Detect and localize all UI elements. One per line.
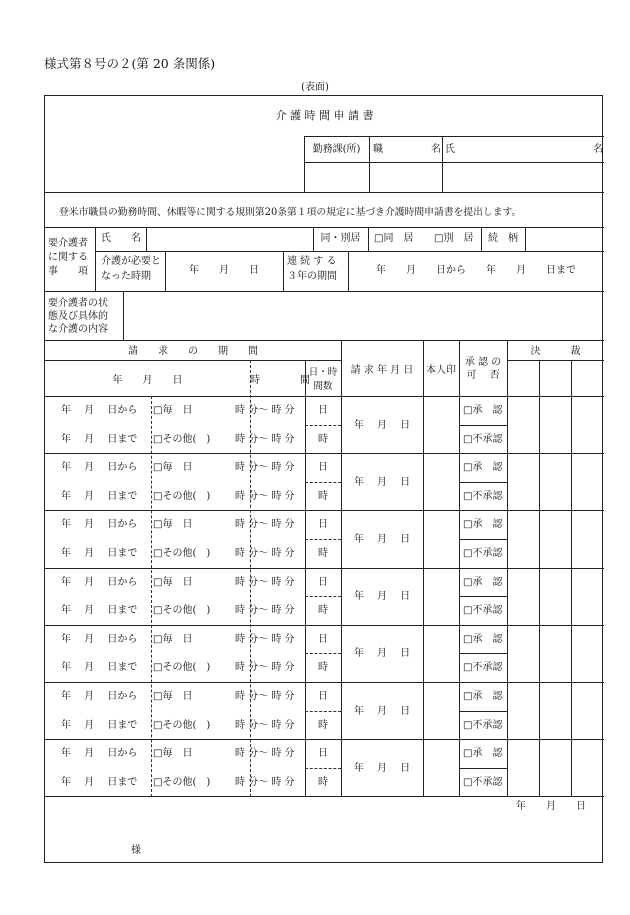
row-approval-split bbox=[459, 539, 507, 540]
row-from-date[interactable]: 年 月 日から bbox=[61, 405, 138, 416]
row-every-day-checkbox[interactable]: □毎 日 bbox=[153, 633, 193, 645]
row-every-day-checkbox[interactable]: □毎 日 bbox=[153, 691, 193, 702]
row-hours-unit: 時 bbox=[318, 776, 328, 788]
row-from-date[interactable]: 年 月 日から bbox=[61, 519, 138, 531]
days-hours-header-1: 日・時 bbox=[308, 367, 338, 378]
row-bottom-line bbox=[45, 568, 604, 569]
same-residence-checkbox[interactable]: □同 居 bbox=[374, 233, 414, 244]
side-label: (表面) bbox=[301, 82, 329, 93]
row-seal-cell[interactable] bbox=[424, 683, 458, 738]
row-hours-unit: 時 bbox=[318, 662, 328, 674]
row-approval-split bbox=[459, 482, 507, 483]
care-name-label: 氏 名 bbox=[101, 233, 141, 244]
row-time-range-1[interactable]: 時 分～ 時 分 bbox=[235, 691, 295, 702]
addressee-sama: 様 bbox=[131, 845, 141, 856]
row-other-checkbox[interactable]: □その他( ) bbox=[153, 605, 211, 617]
row-reject-checkbox[interactable]: □不承認 bbox=[463, 662, 503, 674]
row-hours-unit: 時 bbox=[318, 719, 328, 731]
row-days-split bbox=[305, 768, 341, 769]
row-days-unit: 日 bbox=[318, 519, 328, 531]
row-seal-cell[interactable] bbox=[424, 511, 458, 566]
care-line-c bbox=[368, 227, 369, 251]
row-from-date[interactable]: 年 月 日から bbox=[61, 748, 138, 760]
row-hours-unit: 時 bbox=[318, 605, 328, 617]
request-period-header: 請 求 の 期 間 bbox=[128, 346, 258, 357]
row-time-range-2[interactable]: 時 分～ 時 分 bbox=[235, 548, 295, 559]
row-approve-checkbox[interactable]: □承 認 bbox=[463, 519, 503, 531]
row-bottom-line bbox=[45, 739, 604, 740]
row-time-range-1[interactable]: 時 分～ 時 分 bbox=[235, 462, 295, 474]
row-approval-split bbox=[459, 653, 507, 654]
title-label-2: 名 bbox=[431, 144, 441, 155]
row-from-date[interactable]: 年 月 日から bbox=[61, 576, 138, 588]
table-top-line bbox=[45, 340, 604, 341]
row-to-date[interactable]: 年 月 日まで bbox=[61, 433, 138, 445]
row-from-date[interactable]: 年 月 日から bbox=[61, 462, 138, 474]
row-other-checkbox[interactable]: □その他( ) bbox=[153, 776, 211, 788]
row-days-split bbox=[305, 482, 341, 483]
row-every-day-checkbox[interactable]: □毎 日 bbox=[153, 519, 193, 531]
row-days-split bbox=[305, 596, 341, 597]
decision-header: 決 裁 bbox=[530, 346, 581, 357]
row-other-checkbox[interactable]: □その他( ) bbox=[153, 662, 211, 674]
row-from-date[interactable]: 年 月 日から bbox=[61, 633, 138, 645]
row-to-date[interactable]: 年 月 日まで bbox=[61, 605, 138, 617]
needed-label-1: 介護が必要と bbox=[101, 256, 161, 267]
row-approve-checkbox[interactable]: □承 認 bbox=[463, 748, 503, 760]
care-name-input[interactable] bbox=[147, 228, 312, 250]
period-label-1: 連 続 す る bbox=[287, 256, 337, 267]
row-days-unit: 日 bbox=[318, 405, 328, 416]
row-time-range-2[interactable]: 時 分～ 時 分 bbox=[235, 433, 295, 445]
row-approval-split bbox=[459, 711, 507, 712]
row-to-date[interactable]: 年 月 日まで bbox=[61, 548, 138, 559]
row-time-range-2[interactable]: 時 分～ 時 分 bbox=[235, 662, 295, 674]
header-bottom-line bbox=[45, 396, 604, 397]
row-approve-checkbox[interactable]: □承 認 bbox=[463, 633, 503, 645]
row-approve-checkbox[interactable]: □承 認 bbox=[463, 576, 503, 588]
care-line-g bbox=[283, 251, 284, 291]
cohabit-label: 同・別居 bbox=[320, 233, 361, 244]
row-time-range-2[interactable]: 時 分～ 時 分 bbox=[235, 490, 295, 502]
needed-label-2: なった時期 bbox=[101, 271, 151, 282]
row-time-range-1[interactable]: 時 分～ 時 分 bbox=[235, 748, 295, 760]
row-other-checkbox[interactable]: □その他( ) bbox=[153, 490, 211, 502]
row-hours-unit: 時 bbox=[318, 433, 328, 445]
row-time-range-1[interactable]: 時 分～ 時 分 bbox=[235, 405, 295, 416]
statement-top-line bbox=[45, 192, 604, 193]
row-seal-cell[interactable] bbox=[424, 626, 458, 681]
row-days-unit: 日 bbox=[318, 691, 328, 702]
row-reject-checkbox[interactable]: □不承認 bbox=[463, 490, 503, 502]
row-bottom-line bbox=[45, 453, 604, 454]
row-request-date[interactable]: 年 月 日 bbox=[353, 648, 411, 660]
row-time-range-2[interactable]: 時 分～ 時 分 bbox=[235, 719, 295, 731]
row-days-split bbox=[305, 539, 341, 540]
row-approve-checkbox[interactable]: □承 認 bbox=[463, 691, 503, 702]
row-other-checkbox[interactable]: □その他( ) bbox=[153, 548, 211, 559]
row-seal-cell[interactable] bbox=[424, 397, 458, 452]
col-line-decision-2 bbox=[571, 360, 572, 797]
applicant-top-line bbox=[304, 136, 604, 137]
care-label-divider bbox=[95, 227, 96, 291]
days-hours-header-2: 間数 bbox=[313, 381, 333, 392]
row-reject-checkbox[interactable]: □不承認 bbox=[463, 548, 503, 559]
care-section-label-2: に関する bbox=[48, 252, 88, 263]
row-days-split bbox=[305, 653, 341, 654]
row-bottom-line bbox=[45, 625, 604, 626]
dept-label: 勤務課(所) bbox=[312, 144, 361, 155]
separate-residence-checkbox[interactable]: □別 居 bbox=[434, 233, 474, 244]
row-reject-checkbox[interactable]: □不承認 bbox=[463, 776, 503, 788]
condition-label-2: 態及び具体的 bbox=[48, 311, 108, 322]
dept-input[interactable] bbox=[305, 163, 368, 191]
care-section-label-1: 要介護者 bbox=[48, 238, 88, 249]
title-label-1: 職 bbox=[373, 144, 383, 155]
period-value[interactable]: 年 月 日から 年 月 日まで bbox=[376, 265, 576, 276]
row-reject-checkbox[interactable]: □不承認 bbox=[463, 719, 503, 731]
row-approval-split bbox=[459, 596, 507, 597]
row-bottom-line bbox=[45, 682, 604, 683]
row-other-checkbox[interactable]: □その他( ) bbox=[153, 719, 211, 731]
row-to-date[interactable]: 年 月 日まで bbox=[61, 662, 138, 674]
row-time-range-1[interactable]: 時 分～ 時 分 bbox=[235, 633, 295, 645]
name-label-1: 氏 bbox=[445, 144, 455, 155]
row-days-unit: 日 bbox=[318, 633, 328, 645]
row-seal-cell[interactable] bbox=[424, 454, 458, 509]
condition-label-1: 要介護者の状 bbox=[48, 298, 108, 309]
time-header: 時 間 bbox=[250, 375, 310, 386]
row-bottom-line bbox=[45, 510, 604, 511]
condition-label-3: な介護の内容 bbox=[48, 324, 108, 335]
statement-text: 登米市職員の勤務時間、休暇等に関する規則第20条第１項の規定に基づき介護時間申請書を提出します。 bbox=[59, 207, 522, 218]
row-approval-split bbox=[459, 768, 507, 769]
approval-header-1: 承 認 の bbox=[464, 357, 502, 368]
row-approval-split bbox=[459, 425, 507, 426]
relation-label: 続 柄 bbox=[488, 233, 518, 244]
row-hours-unit: 時 bbox=[318, 548, 328, 559]
relation-input[interactable] bbox=[526, 228, 603, 250]
date-header: 年 月 日 bbox=[112, 375, 183, 386]
row-reject-checkbox[interactable]: □不承認 bbox=[463, 433, 503, 445]
decision-sub-line bbox=[507, 360, 604, 361]
row-to-date[interactable]: 年 月 日まで bbox=[61, 776, 138, 788]
application-form bbox=[44, 95, 603, 863]
row-every-day-checkbox[interactable]: □毎 日 bbox=[153, 405, 193, 416]
row-hours-unit: 時 bbox=[318, 490, 328, 502]
row-days-unit: 日 bbox=[318, 748, 328, 760]
row-days-unit: 日 bbox=[318, 462, 328, 474]
row-days-unit: 日 bbox=[318, 576, 328, 588]
row-request-date[interactable]: 年 月 日 bbox=[353, 419, 411, 431]
row-request-date[interactable]: 年 月 日 bbox=[353, 534, 411, 545]
form-title: 介 護 時 間 申 請 書 bbox=[275, 109, 374, 122]
needed-date[interactable]: 年 月 日 bbox=[189, 265, 259, 276]
row-days-split bbox=[305, 711, 341, 712]
row-request-date[interactable]: 年 月 日 bbox=[353, 762, 411, 774]
applicant-name-input[interactable] bbox=[443, 163, 603, 191]
row-request-date[interactable]: 年 月 日 bbox=[353, 705, 411, 717]
row-reject-checkbox[interactable]: □不承認 bbox=[463, 605, 503, 617]
care-section-label-3: 事 項 bbox=[48, 266, 88, 277]
row-approve-checkbox[interactable]: □承 認 bbox=[463, 462, 503, 474]
request-date-header: 請 求 年 月 日 bbox=[350, 365, 414, 376]
care-mid-line bbox=[95, 251, 604, 252]
row-to-date[interactable]: 年 月 日まで bbox=[61, 719, 138, 731]
approval-header-2: 可 否 bbox=[466, 370, 500, 381]
seal-header: 本人印 bbox=[426, 365, 456, 376]
header-sub-line bbox=[45, 360, 341, 361]
row-time-range-1[interactable]: 時 分～ 時 分 bbox=[235, 576, 295, 588]
row-every-day-checkbox[interactable]: □毎 日 bbox=[153, 462, 193, 474]
row-other-checkbox[interactable]: □その他( ) bbox=[153, 433, 211, 445]
care-top-line bbox=[45, 227, 604, 228]
row-time-range-2[interactable]: 時 分～ 時 分 bbox=[235, 776, 295, 788]
row-every-day-checkbox[interactable]: □毎 日 bbox=[153, 576, 193, 588]
row-from-date[interactable]: 年 月 日から bbox=[61, 691, 138, 702]
row-request-date[interactable]: 年 月 日 bbox=[353, 591, 411, 603]
row-to-date[interactable]: 年 月 日まで bbox=[61, 490, 138, 502]
job-title-input[interactable] bbox=[370, 163, 441, 191]
row-approve-checkbox[interactable]: □承 認 bbox=[463, 405, 503, 416]
period-label-2: ３年の期間 bbox=[287, 271, 337, 282]
row-seal-cell[interactable] bbox=[424, 569, 458, 624]
form-number: 様式第８号の２(第 20 条関係) bbox=[44, 56, 216, 71]
row-days-split bbox=[305, 425, 341, 426]
row-request-date[interactable]: 年 月 日 bbox=[353, 476, 411, 488]
col-dash-date bbox=[151, 396, 152, 797]
row-every-day-checkbox[interactable]: □毎 日 bbox=[153, 748, 193, 760]
row-bottom-line bbox=[45, 796, 604, 797]
row-seal-cell[interactable] bbox=[424, 740, 458, 795]
col-line-decision-1 bbox=[539, 360, 540, 797]
name-label-2: 名 bbox=[593, 144, 603, 155]
row-time-range-1[interactable]: 時 分～ 時 分 bbox=[235, 519, 295, 531]
row-time-range-2[interactable]: 時 分～ 時 分 bbox=[235, 605, 295, 617]
condition-input[interactable] bbox=[124, 292, 603, 339]
footer-date[interactable]: 年 月 日 bbox=[516, 801, 586, 812]
